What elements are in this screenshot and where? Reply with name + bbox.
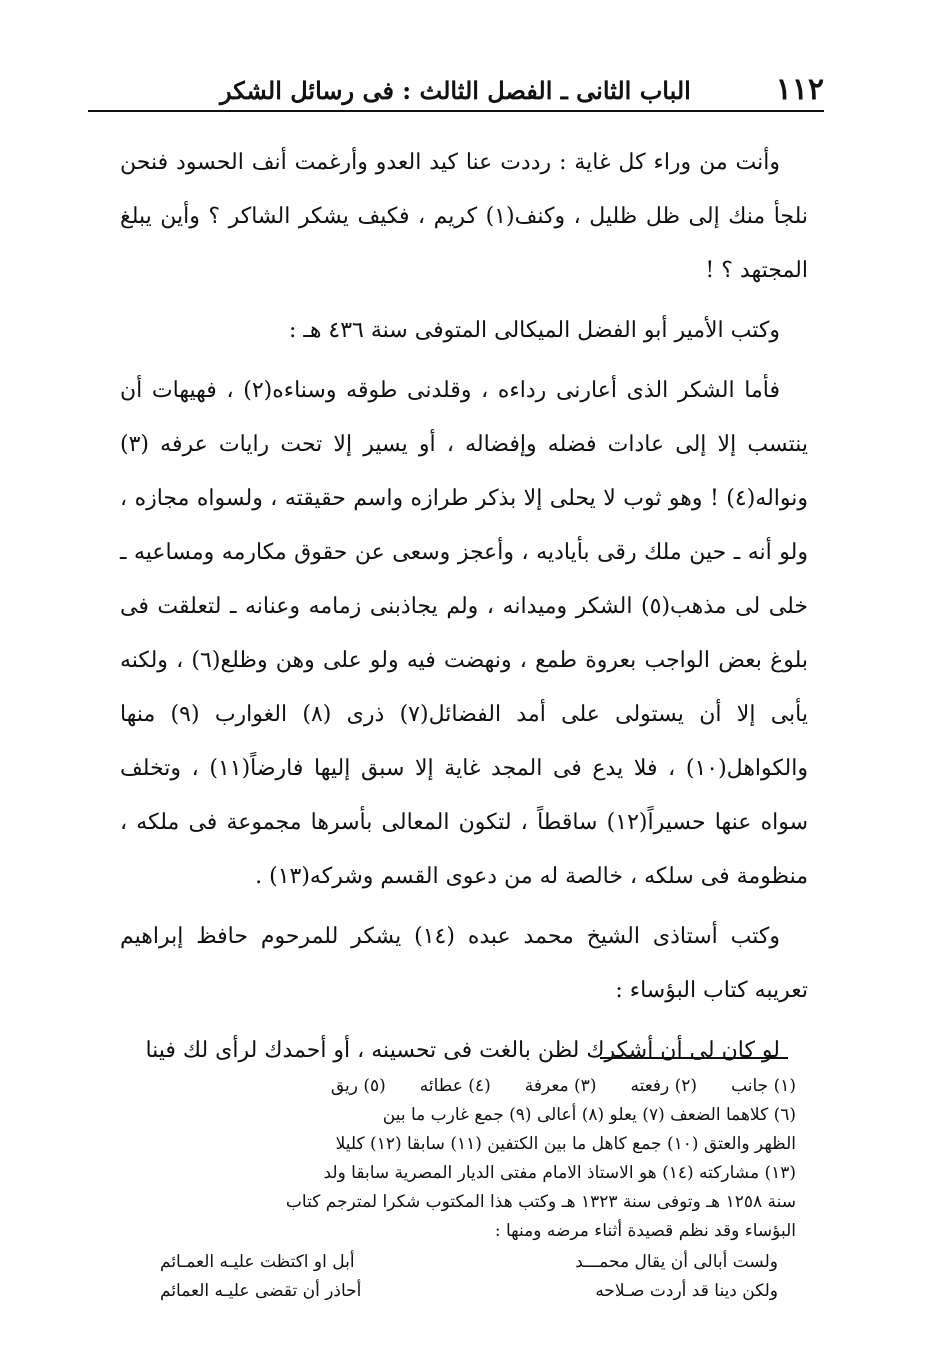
footnote-line: سنة ١٢٥٨ هـ وتوفى سنة ١٣٢٣ هـ وكتب هذا المكتوب شكرا لمترجم كتاب xyxy=(285,1192,796,1212)
footnote-line: (١٣) مشاركته (١٤) هو الاستاذ الامام مفتى الديار المصرية سابقا ولد xyxy=(323,1163,796,1183)
paragraph-3-letter: فأما الشكر الذى أعارنى رداءه ، وقلدنى طوقه وسناءه(٢) ، فهيهات أن ينتسب إلا إلى عادات فضله وإفضاله ، أو يسير إلا تحت رايات عرفه (٣) ونواله(٤) ! وهو ثوب لا يحلى إلا بذكر طرازه واسم حقيقته ، ولسواه مجازه ، ولو أنه ـ حين ملك رقى بأياديه ، وأعجز وسعى عن حقوق مكارمه ومساعيه ـ خلى لى مذهب(٥) الشكر وميدانه ، ولم يجاذبنى زمامه وعنانه ـ لتعلقت فى بلوغ بعض الواجب بعروة طمع ، ونهضت فيه ولو على وهن وظلع(٦) ، ولكنه يأبى إلا أن يستولى على أمد الفضائل(٧) ذرى (٨) الغوارب (٩) منها والكواهل(١٠) ، فلا يدع فى المجد غاية إلا سبق إليها فارضاً(١١) ، وتخلف سواه عنها حسيراً(١٢) ساقطاً ، لتكون المعالى بأسرها مجموعة فى ملكه ، منظومة فى سلكه ، خالصة له من دعوى القسم وشركه(١٣) . xyxy=(120,378,809,889)
poem-verse xyxy=(120,1248,796,1277)
page-number: ١١٢ xyxy=(775,72,824,107)
verse-first-hemistich: ولست أبالى أن يقال محمـــد xyxy=(575,1252,778,1272)
paragraph-1: وأنت من وراء كل غاية : رددت عنا كيد العدو وأرغمت أنف الحسود فنحن نلجأ منك إلى ظل ظليل ، وكنف(١) كريم ، فكيف يشكر الشاكر ؟ وأين يبلغ المجتهد ؟ ! xyxy=(120,150,809,283)
main-text xyxy=(120,136,808,1084)
verse-second-hemistich: أحاذر أن تقضى عليـه العمائم xyxy=(160,1281,362,1301)
footnote-item: (٤) عطائه xyxy=(419,1076,491,1096)
page-header xyxy=(88,66,824,112)
paragraph-2-intro: وكتب الأمير أبو الفضل الميكالى المتوفى سنة ٤٣٦ هـ : xyxy=(288,318,780,343)
paragraph-5-letter: لو كان لى أن أشكرك لظن بالغت فى تحسينه ، أو أحمدك لرأى لك فينا xyxy=(145,1038,780,1063)
footnote-row xyxy=(120,1072,796,1101)
footnote-poem xyxy=(120,1248,796,1306)
paragraph-4-intro: وكتب أستاذى الشيخ محمد عبده (١٤) يشكر للمرحوم حافظ إبراهيم تعريبه كتاب البؤساء : xyxy=(120,924,808,1003)
footnote-line: الظهر والعتق (١٠) جمع كاهل ما بين الكتفين (١١) سابقا (١٢) كليلا xyxy=(335,1134,796,1154)
footnote-item: (٥) ريق xyxy=(330,1076,386,1096)
running-title: الباب الثانى ـ الفصل الثالث : فى رسائل الشكر xyxy=(220,76,691,105)
footnote-line: البؤساء وقد نظم قصيدة أثناء مرضه ومنها : xyxy=(494,1221,796,1241)
footnote-line: (٦) كلاهما الضعف (٧) يعلو (٨) أعالى (٩) جمع غارب ما بين xyxy=(382,1105,796,1125)
footnote-item: (٢) رفعته xyxy=(630,1076,698,1096)
footnotes xyxy=(120,1072,796,1306)
footnote-item: (١) جانب xyxy=(731,1076,796,1096)
footnote-separator xyxy=(600,1057,788,1059)
footnote-item: (٣) معرفة xyxy=(524,1076,597,1096)
verse-second-hemistich: أبل او اكتظت عليـه العمـائم xyxy=(160,1252,355,1272)
verse-first-hemistich: ولكن دينا قد أردت صـلاحه xyxy=(595,1281,778,1301)
poem-verse xyxy=(120,1277,796,1306)
